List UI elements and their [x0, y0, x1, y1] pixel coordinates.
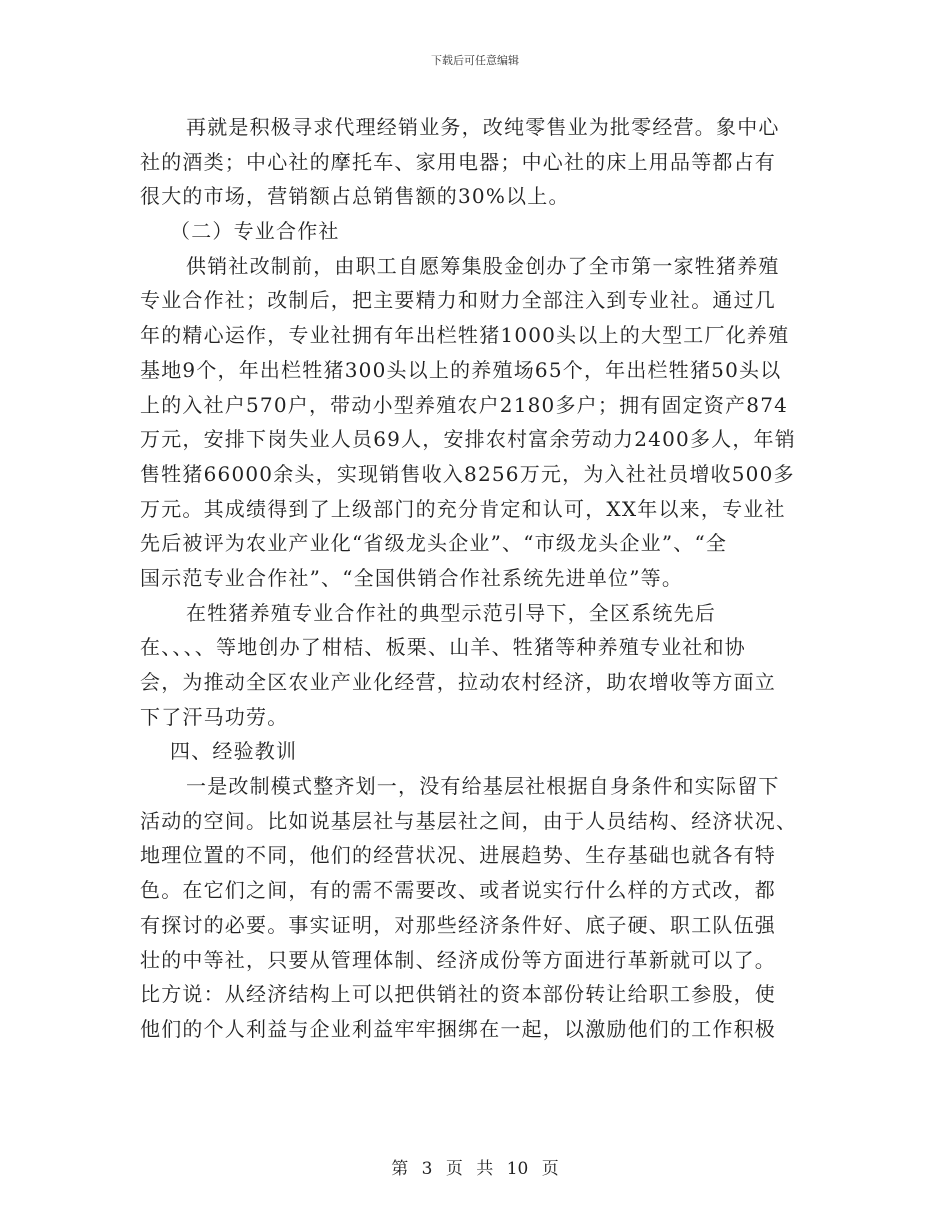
paragraph-line: 会，为推动全区农业产业化经营，拉动农村经济，助农增收等方面立	[140, 670, 776, 694]
section-heading: 四、经验教训	[170, 739, 298, 764]
paragraph-line: 下了汗马功劳。	[140, 704, 289, 729]
page-number: 第 3 页 共 10 页	[391, 1159, 559, 1179]
paragraph-line: 专业合作社；改制后，把主要精力和财力全部注入到专业社。通过几	[140, 288, 776, 313]
paragraph-line: 地理位置的不同，他们的经营状况、进展趋势、生存基础也就各有特	[140, 843, 776, 868]
paragraph-line: 有探讨的必要。事实证明，对那些经济条件好、底子硬、职工队伍强	[140, 912, 776, 937]
paragraph-line: 在、、、、等地创办了柑桔、板栗、山羊、牲猪等种养殖专业社和协	[140, 635, 746, 660]
paragraph-line: 比方说：从经济结构上可以把供销社的资本部份转让给职工参股，使	[140, 982, 776, 1007]
paragraph-line: 上的入社户570户，带动小型养殖农户2180多户；拥有固定资产874	[140, 392, 789, 417]
paragraph-line: 活动的空间。比如说基层社与基层社之间，由于人员结构、经济状况、	[140, 808, 798, 833]
paragraph-line: 先后被评为农业产业化“省级龙头企业”、“市级龙头企业”、“全	[140, 531, 728, 556]
paragraph-line: 再就是积极寻求代理经销业务，改纯零售业为批零经营。象中心	[186, 115, 780, 139]
paragraph-line: 万元，安排下岗失业人员69人，安排农村富余劳动力2400多人，年销	[140, 427, 796, 452]
page-header: 下载后可任意编辑	[431, 54, 519, 67]
paragraph-line: 基地9个，年出栏牲猪300头以上的养殖场65个，年出栏牲猪50头以	[140, 357, 782, 382]
paragraph-line: 年的精心运作，专业社拥有年出栏牲猪1000头以上的大型工厂化养殖	[140, 323, 790, 348]
paragraph-line: 在牲猪养殖专业合作社的典型示范引导下，全区系统先后	[186, 600, 716, 625]
paragraph-line: 很大的市场，营销额占总销售额的30%以上。	[140, 184, 570, 209]
document-body	[140, 110, 810, 1047]
paragraph-line: 万元。其成绩得到了上级部门的充分肯定和认可，XX年以来，专业社	[140, 496, 786, 521]
paragraph-line: 他们的个人利益与企业利益牢牢捆绑在一起，以激励他们的工作积极	[140, 1016, 776, 1041]
paragraph-line: 一是改制模式整齐划一，没有给基层社根据自身条件和实际留下	[186, 774, 780, 799]
paragraph-line: 供销社改制前，由职工自愿筹集股金创办了全市第一家牲猪养殖	[186, 253, 780, 278]
section-heading: （二）专业合作社	[170, 219, 340, 244]
paragraph-line: 色。在它们之间，有的需不需要改、或者说实行什么样的方式改，都	[140, 878, 776, 903]
paragraph-line: 社的酒类；中心社的摩托车、家用电器；中心社的床上用品等都占有	[140, 149, 776, 174]
paragraph-line: 售牲猪66000余头，实现销售收入8256万元，为入社社员增收500多	[140, 461, 795, 486]
paragraph-line: 壮的中等社，只要从管理体制、经济成份等方面进行革新就可以了。	[140, 947, 776, 972]
paragraph-line: 国示范专业合作社”、“全国供销合作社系统先进单位”等。	[140, 565, 684, 590]
